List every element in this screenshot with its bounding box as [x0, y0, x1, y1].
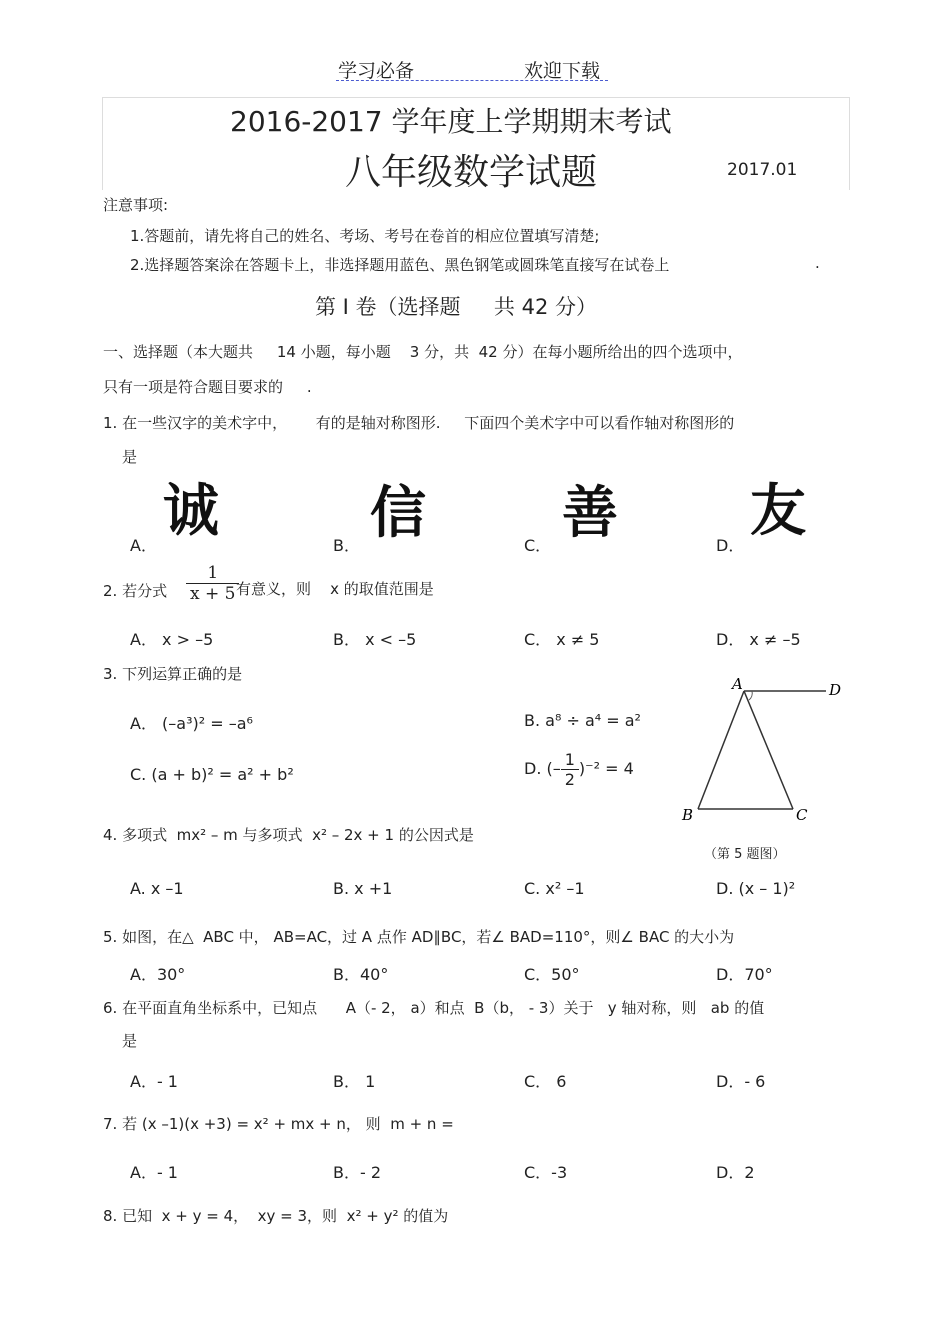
part1-line2: 只有一项是符合题目要求的 .: [103, 378, 312, 396]
q1-glyph-c: 善: [562, 481, 618, 546]
part1-line1: 一、选择题（本大题共 14 小题，每小题 3 分，共 42 分）在每小题所给出的四个选项中，: [103, 343, 743, 361]
q2-fraction: [186, 563, 239, 604]
header-underline: [336, 80, 608, 81]
q3-option-a: A． (–a³)² = –a⁶: [130, 714, 253, 733]
exam-date: 2017.01: [727, 160, 798, 180]
header-right: 欢迎下载: [524, 60, 601, 82]
q3-text: 3. 下列运算正确的是: [103, 665, 243, 683]
q4-option-d: D. (x – 1)²: [716, 879, 796, 898]
q5-text: 5. 如图，在△ ABC 中， AB=AC，过 A 点作 AD∥BC，若∠ BAD=110°，则∠ BAC 的大小为: [103, 928, 735, 946]
q4-text: 4. 多项式 mx² – m 与多项式 x² – 2x + 1 的公因式是: [103, 826, 474, 844]
q1-glyph-a: 诚: [163, 479, 219, 544]
q6-option-a: A．- 1: [130, 1072, 178, 1091]
q2-denominator: x + 5: [190, 584, 236, 604]
q7-option-d: D．2: [716, 1163, 755, 1182]
figure-angle-mark: [749, 691, 752, 700]
q2-option-d: D． x ≠ –5: [716, 630, 801, 649]
q3-option-c: C. (a + b)² = a² + b²: [130, 765, 294, 784]
q7-option-c: C．-3: [524, 1163, 568, 1182]
figure-label-d: D: [829, 681, 842, 699]
q5-option-b: B．40°: [333, 965, 389, 984]
q1-text: 1. 在一些汉字的美术字中， 有的是轴对称图形. 下面四个美术字中可以看作轴对称图形的: [103, 414, 735, 432]
figure-label-b: B: [682, 806, 694, 824]
q3-option-b: B. a⁸ ÷ a⁴ = a²: [524, 711, 641, 730]
q2-option-c: C． x ≠ 5: [524, 630, 600, 649]
q7-text: 7. 若 (x –1)(x +3) = x² + mx + n， 则 m + n =: [103, 1115, 454, 1133]
figure-line-ac: [744, 691, 793, 809]
q4-option-c: C. x² –1: [524, 879, 585, 898]
q3-d-numerator: 1: [561, 750, 579, 770]
q1-option-c-label: C．: [524, 536, 552, 555]
q4-option-b: B. x +1: [333, 879, 393, 898]
exam-subtitle: 八年级数学试题: [345, 152, 598, 193]
q5-option-d: D．70°: [716, 965, 773, 984]
note-item-1: 1.答题前，请先将自己的姓名、考场、考号在卷首的相应位置填写清楚;: [130, 227, 600, 245]
q4-option-a: A. x –1: [130, 879, 184, 898]
q6-option-c: C． 6: [524, 1072, 567, 1091]
q2-option-a: A． x > –5: [130, 630, 214, 649]
q3-d-post: )⁻² = 4: [578, 759, 634, 778]
q1-text-cont: 是: [122, 448, 138, 466]
q1-option-a-label: A．: [130, 536, 157, 555]
q5-triangle-figure: [676, 674, 856, 824]
q6-option-d: D．- 6: [716, 1072, 766, 1091]
q1-option-d-label: D．: [716, 536, 745, 555]
q5-option-c: C．50°: [524, 965, 580, 984]
q3-d-pre: D. (–: [524, 759, 561, 778]
exam-title: 2016-2017 学年度上学期期末考试: [230, 105, 672, 138]
figure-line-ab: [698, 691, 744, 809]
q3-d-denominator: 2: [564, 770, 575, 789]
section-title: 第 I 卷（选择题 共 42 分）: [315, 295, 597, 319]
q2-text-post: 有意义，则 x 的取值范围是: [236, 580, 434, 598]
q6-text: 6. 在平面直角坐标系中，已知点 A（- 2， a）和点 B（b， - 3）关于 y 轴对称，则 ab 的值: [103, 999, 765, 1017]
notes-heading: 注意事项:: [103, 196, 169, 214]
q3-option-d: [524, 750, 634, 789]
q5-option-a: A．30°: [130, 965, 186, 984]
q1-glyph-b: 信: [370, 481, 426, 546]
q1-option-b-label: B．: [333, 536, 360, 555]
q8-text: 8. 已知 x + y = 4， xy = 3，则 x² + y² 的值为: [103, 1207, 449, 1225]
note-item-2: 2.选择题答案涂在答题卡上，非选择题用蓝色、黑色钢笔或圆珠笔直接写在试卷上: [130, 256, 670, 274]
q2-text-pre: 2. 若分式: [103, 582, 168, 600]
q7-option-a: A．- 1: [130, 1163, 178, 1182]
q2-option-b: B． x < –5: [333, 630, 417, 649]
q2-numerator: 1: [186, 563, 239, 584]
figure-label-c: C: [796, 806, 808, 824]
header-left: 学习必备: [338, 60, 415, 82]
q1-glyph-d: 友: [750, 479, 806, 544]
note-item-2-end: .: [815, 254, 820, 272]
q5-figure-caption: （第 5 题图）: [704, 847, 786, 862]
figure-label-a: A: [732, 675, 743, 693]
q6-text-cont: 是: [122, 1032, 138, 1050]
q6-option-b: B． 1: [333, 1072, 376, 1091]
q7-option-b: B．- 2: [333, 1163, 382, 1182]
